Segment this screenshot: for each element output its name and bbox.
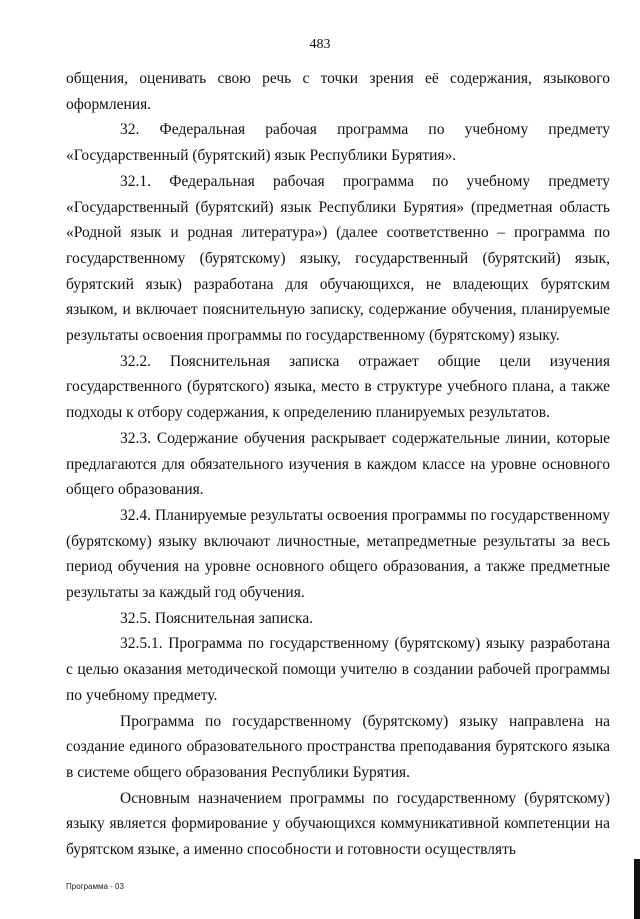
paragraph: Основным назначением программы по государственному (бурятскому) языку является формирование у обучающихся коммуникативной компетенции на бурятском языке, а именно способности и готовности осуществлять [66, 789, 610, 859]
body-text [66, 66, 610, 863]
page-number: 483 [309, 37, 331, 52]
paragraph: 32.5. Пояснительная записка. [120, 609, 314, 627]
paragraph: 32. Федеральная рабочая программа по учебному предмету «Государственный (бурятский) язык Республики Бурятия». [66, 121, 610, 165]
paragraph: общения, оценивать свою речь с точки зрения её содержания, языкового оформления. [66, 70, 610, 113]
paragraph: 32.4. Планируемые результаты освоения программы по государственному (бурятскому) языку включают личностные, метапредметные результаты за весь период обучения на уровне основного общего образования, а также предметные результаты за каждый год обучения. [66, 506, 610, 602]
paragraph: 32.3. Содержание обучения раскрывает содержательные линии, которые предлагаются для обязательного изучения в каждом классе на уровне основного общего образования. [66, 429, 610, 499]
paragraph: 32.1. Федеральная рабочая программа по учебному предмету «Государственный (бурятский) язык Республики Бурятия» (предметная область «Родной язык и родная литература») (далее соответственно – программа по государственному (бурятскому) языку, государственный (бурятский) язык, бурятский язык) разработана для обучающихся, не владеющих бурятским языком, и включает пояснительную записку, содержание обучения, планируемые результаты освоения программы по государственному (бурятскому) языку. [66, 172, 610, 345]
scan-edge-mark [634, 859, 640, 919]
paragraph: 32.2. Пояснительная записка отражает общие цели изучения государственного (бурятского) языка, место в структуре учебного плана, а также подходы к отбору содержания, к определению планируемых результатов. [66, 352, 610, 422]
paragraph: 32.5.1. Программа по государственному (бурятскому) языку разработана с целью оказания методической помощи учителю в создании рабочей программы по учебному предмету. [66, 635, 610, 704]
paragraph: Программа по государственному (бурятскому) языку направлена на создание единого образовательного пространства преподавания бурятского языка в системе общего образования Республики Бурятия. [66, 712, 610, 781]
footer-label: Программа - 03 [66, 882, 124, 891]
